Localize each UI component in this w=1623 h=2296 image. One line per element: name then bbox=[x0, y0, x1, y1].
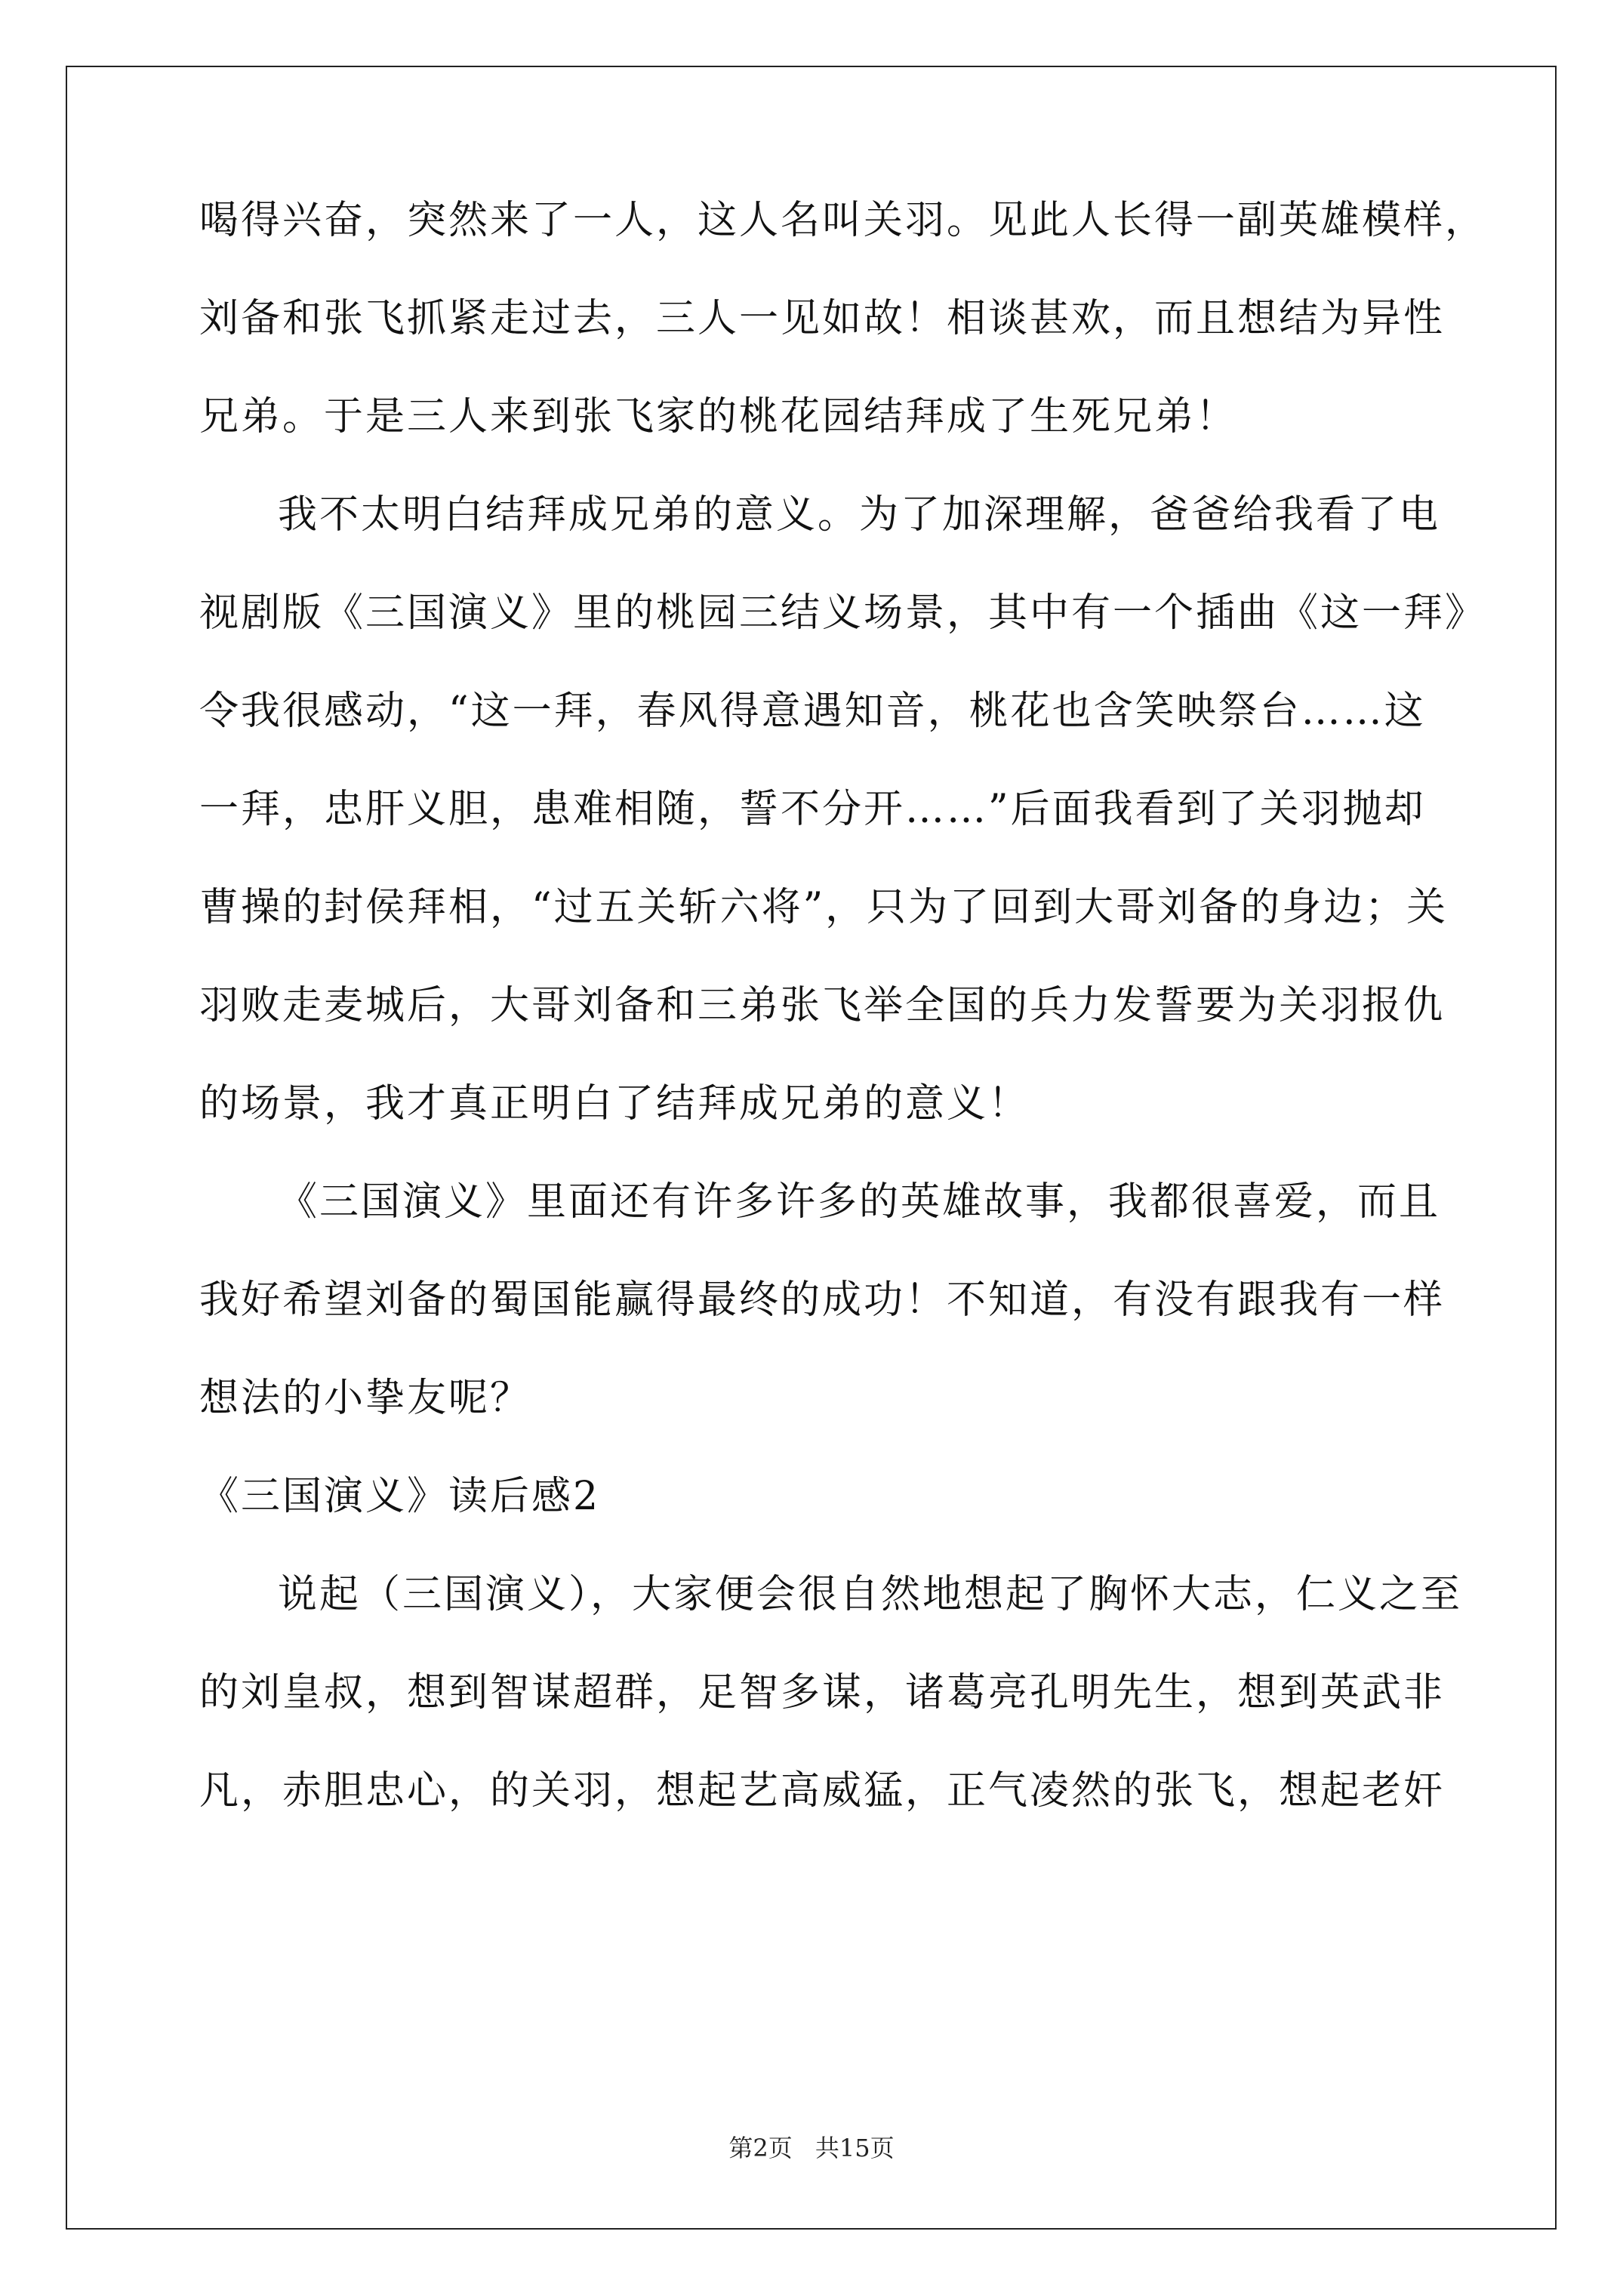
page-total: 共15页 bbox=[815, 2134, 895, 2162]
text-line: 曹操的封侯拜相，“过五关斩六将”，只为了回到大哥刘备的身边；关 bbox=[199, 885, 1449, 930]
text-line: 令我很感动，“这一拜，春风得意遇知音，桃花也含笑映祭台……这 bbox=[199, 689, 1426, 734]
text-line: 想法的小挚友呢？ bbox=[199, 1376, 532, 1421]
text-line: 凡，赤胆忠心，的关羽，想起艺高威猛，正气凌然的张飞，想起老奸 bbox=[199, 1768, 1446, 1814]
text-line: 兄弟。于是三人来到张飞家的桃花园结拜成了生死兄弟！ bbox=[199, 394, 1238, 439]
text-line: 的刘皇叔，想到智谋超群，足智多谋，诸葛亮孔明先生，想到英武非 bbox=[199, 1670, 1446, 1715]
text-line: 刘备和张飞抓紧走过去，三人一见如故！相谈甚欢，而且想结为异性 bbox=[199, 296, 1446, 341]
text-line: 我好希望刘备的蜀国能赢得最终的成功！不知道，有没有跟我有一样 bbox=[199, 1277, 1446, 1323]
text-line: 说起（三国演义），大家便会很自然地想起了胸怀大志，仁义之至 bbox=[278, 1572, 1463, 1617]
text-line: 我不太明白结拜成兄弟的意义。为了加深理解，爸爸给我看了电 bbox=[278, 492, 1441, 538]
text-line: 喝得兴奋，突然来了一人，这人名叫关羽。见此人长得一副英雄模样， bbox=[199, 198, 1487, 243]
section-heading: 《三国演义》读后感2 bbox=[199, 1474, 601, 1519]
text-line: 视剧版《三国演义》里的桃园三结义场景，其中有一个插曲《这一拜》 bbox=[199, 590, 1487, 636]
text-line: 羽败走麦城后，大哥刘备和三弟张飞举全国的兵力发誓要为关羽报仇 bbox=[199, 983, 1446, 1028]
text-line: 的场景，我才真正明白了结拜成兄弟的意义！ bbox=[199, 1081, 1030, 1126]
page-footer bbox=[0, 2133, 1623, 2163]
text-line: 《三国演义》里面还有许多许多的英雄故事，我都很喜爱，而且 bbox=[278, 1179, 1441, 1225]
text-line: 一拜，忠肝义胆，患难相随，誓不分开……”后面我看到了关羽抛却 bbox=[199, 787, 1426, 832]
page-number: 第2页 bbox=[728, 2134, 793, 2162]
